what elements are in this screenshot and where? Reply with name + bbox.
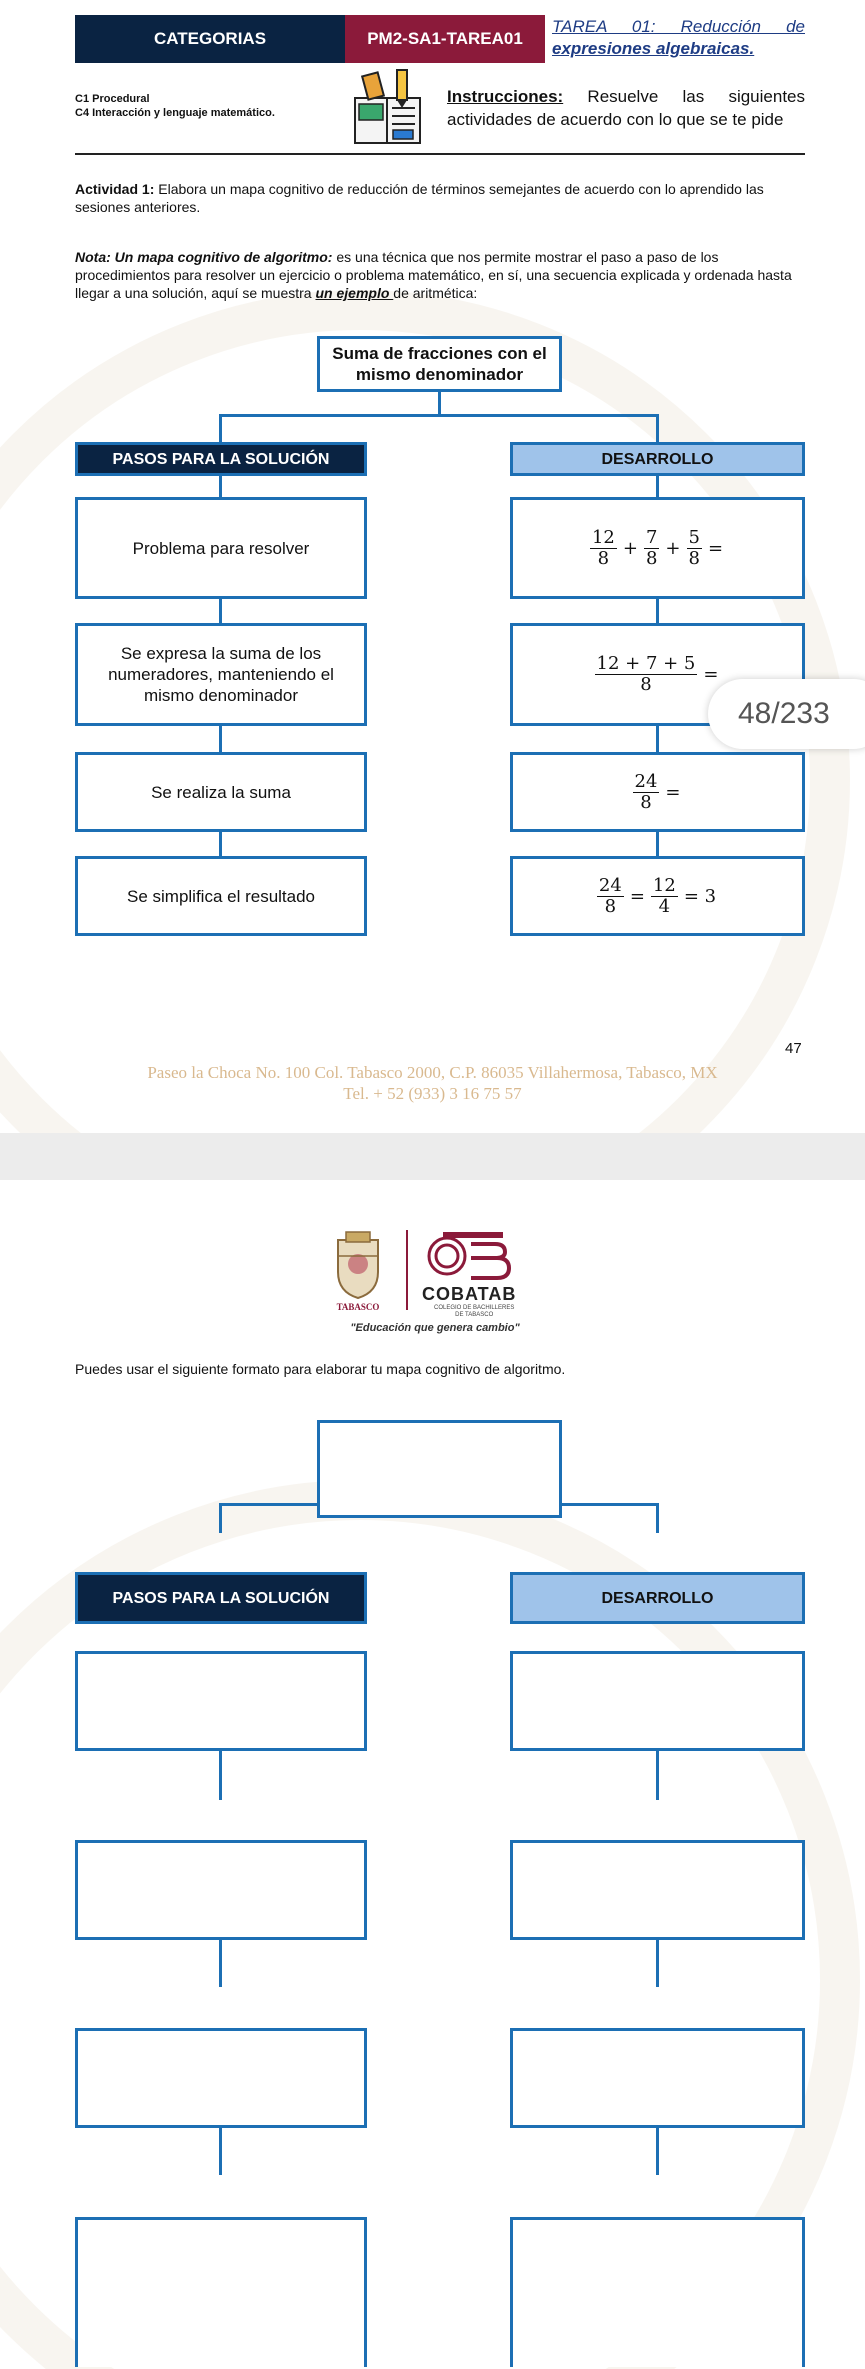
math-box-4 (510, 856, 805, 936)
page2-intro: Puedes usar el siguiente formato para elaborar tu mapa cognitivo de algoritmo. (75, 1361, 566, 1377)
template-dev-box-4[interactable] (510, 2217, 805, 2367)
logo-slogan: "Educación que genera cambio" (350, 1322, 520, 1334)
tabasco-shield-icon (332, 1230, 384, 1300)
diagram-title-box: Suma de fracciones con el mismo denominador (317, 336, 562, 392)
fraction-denominator: 8 (640, 674, 652, 695)
fraction-denominator: 8 (640, 791, 652, 813)
meta-line2: C4 Interacción y lenguaje matemático. (75, 107, 275, 119)
connector (656, 414, 659, 444)
math-expression-3 (631, 772, 685, 813)
header-task-title (552, 16, 805, 60)
connector (219, 830, 222, 858)
logo-state-label: TABASCO (336, 1302, 380, 1312)
template-step-box-3[interactable] (75, 2028, 367, 2128)
connector (219, 473, 222, 499)
instructions-line1: Resuelve las siguientes (563, 87, 805, 106)
header-code: PM2-SA1-TAREA01 (345, 15, 545, 63)
template-step-box-2[interactable] (75, 1840, 367, 1940)
page-separator (0, 1133, 865, 1180)
steps-header: PASOS PARA LA SOLUCIÓN (75, 442, 367, 476)
document-page-2 (0, 1180, 865, 2369)
fraction-denominator: 8 (604, 895, 617, 917)
math-box-3 (510, 752, 805, 832)
task-title-line2: expresiones algebraicas. (552, 39, 755, 58)
fraction-denominator: 4 (658, 895, 671, 917)
connector (656, 1748, 659, 1800)
note-label: Nota: Un mapa cognitivo de algoritmo: (75, 249, 333, 265)
task-title-line1: TAREA 01: Reducción de (552, 17, 805, 36)
connector (656, 1937, 659, 1987)
fraction-numerator: 5 (688, 526, 700, 548)
header-divider (75, 153, 805, 155)
step-box-3: Se realiza la suma (75, 752, 367, 832)
connector (656, 473, 659, 499)
connector (219, 1748, 222, 1800)
document-page-1 (0, 0, 865, 1133)
logo-subtitle-line2: DE TABASCO (455, 1312, 494, 1318)
equals-sign: = (707, 537, 724, 559)
fraction-numerator: 24 (634, 770, 658, 792)
logo-brand: COBATAB (422, 1284, 517, 1304)
connector (656, 724, 659, 754)
step-box-4: Se simplifica el resultado (75, 856, 367, 936)
fraction-denominator: 8 (645, 547, 658, 569)
connector (219, 1503, 222, 1533)
math-expression-1 (588, 528, 727, 569)
equals-sign: = (629, 885, 645, 907)
result-value: = 3 (683, 885, 717, 907)
template-dev-box-2[interactable] (510, 1840, 805, 1940)
note-text: es una técnica que nos permite mostrar el paso a paso de los procedimientos para resolver un ejercicio o problema matemático, en sí, una secuencia explicada y ordenada hasta llegar a una solución, aquí se muestra (75, 249, 792, 301)
footer-address (0, 1062, 865, 1104)
equals-sign: = (665, 781, 681, 803)
equals-sign: = (703, 664, 719, 685)
activity-label: Actividad 1: (75, 181, 155, 197)
logo-subtitle (434, 1305, 514, 1319)
template-dev-box-1[interactable] (510, 1651, 805, 1751)
note-example-link: un ejemplo (315, 285, 394, 301)
fraction-numerator: 12 (591, 526, 615, 548)
logo-subtitle-line1: COLEGIO DE BACHILLERES (434, 1305, 515, 1311)
connector (219, 414, 659, 417)
fraction-denominator: 8 (597, 547, 610, 569)
connector (438, 389, 441, 415)
header-categories: CATEGORIAS (75, 15, 345, 63)
step-box-2: Se expresa la suma de los numeradores, manteniendo el mismo denominador (75, 623, 367, 726)
competency-meta (75, 92, 275, 120)
instructions-line2: actividades de acuerdo con lo que se te pide (447, 110, 784, 129)
template-dev-box-3[interactable] (510, 2028, 805, 2128)
connector (656, 1503, 659, 1533)
math-expression-2 (593, 654, 723, 695)
connector (656, 2125, 659, 2175)
template-title-box[interactable] (317, 1420, 562, 1518)
institution-logo (330, 1230, 540, 1340)
math-expression-4 (595, 876, 720, 917)
connector (656, 597, 659, 625)
template-steps-header: PASOS PARA LA SOLUCIÓN (75, 1572, 367, 1624)
instructions (447, 85, 805, 131)
connector (219, 2125, 222, 2175)
meta-line1: C1 Procedural (75, 93, 150, 105)
plus-sign: + (622, 537, 638, 559)
connector (219, 724, 222, 754)
template-development-header: DESARROLLO (510, 1572, 805, 1624)
footer-line1: Paseo la Choca No. 100 Col. Tabasco 2000, C.P. 86035 Villahermosa, Tabasco, MX (147, 1063, 718, 1082)
logo-divider (406, 1230, 408, 1310)
fraction-denominator: 8 (688, 547, 700, 569)
connector (219, 597, 222, 625)
books-pencil-icon (345, 68, 430, 148)
connector (219, 1937, 222, 1987)
instructions-label: Instrucciones: (447, 87, 564, 106)
activity-paragraph (75, 180, 805, 216)
connector (656, 830, 659, 858)
plus-sign: + (665, 537, 681, 559)
fraction-numerator: 24 (598, 874, 622, 896)
activity-text: Elabora un mapa cognitivo de reducción de términos semejantes de acuerdo con lo aprendido las sesiones anteriores. (75, 181, 764, 215)
page-counter-badge[interactable]: 48/233 (708, 679, 865, 749)
connector (219, 414, 222, 444)
note-paragraph (75, 248, 805, 302)
note-tail: de aritmética: (393, 285, 478, 301)
cobatab-emblem-icon (425, 1232, 515, 1282)
development-header: DESARROLLO (510, 442, 805, 476)
footer-line2: Tel. + 52 (933) 3 16 75 57 (343, 1084, 522, 1103)
fraction-numerator: 7 (645, 526, 658, 548)
template-step-box-4[interactable] (75, 2217, 367, 2367)
step-box-1: Problema para resolver (75, 497, 367, 599)
page-number: 47 (785, 1040, 802, 1057)
fraction-numerator: 12 (652, 874, 676, 896)
math-box-1 (510, 497, 805, 599)
fraction-numerator: 12 + 7 + 5 (596, 653, 696, 674)
template-step-box-1[interactable] (75, 1651, 367, 1751)
